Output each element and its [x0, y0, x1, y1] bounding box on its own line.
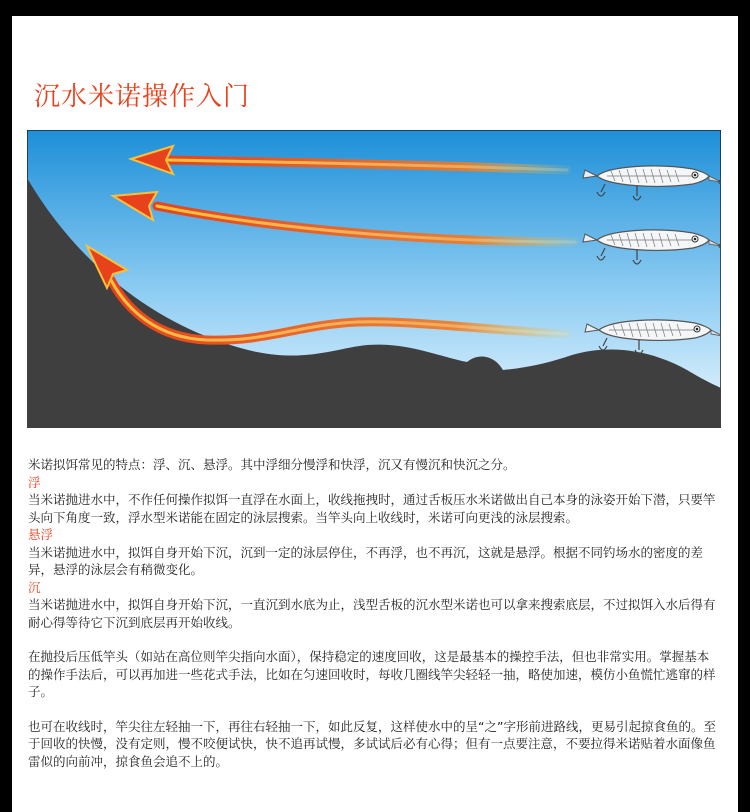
sink-heading: 沉: [28, 579, 41, 595]
intro-paragraph: 米诺拟饵常见的特点：浮、沉、悬浮。其中浮细分慢浮和快浮，沉又有慢沉和快沉之分。: [28, 457, 516, 472]
right-border: [738, 0, 750, 812]
suspend-heading: 悬浮: [28, 527, 54, 542]
float-heading: 浮: [28, 474, 41, 490]
lure-diagram: [27, 130, 721, 428]
float-paragraph: 当米诺抛进水中，不作任何操作拟饵一直浮在水面上，收线拖拽时，通过舌板压水米诺做出自己本身的泳姿开始下潜，只要竿头向下角度一致，浮水型米诺能在固定的泳层搜索。当竿头向上收线时，米诺可向更浅的泳层搜索。: [28, 492, 716, 525]
article-body: [28, 456, 720, 770]
page-title: 沉水米诺操作入门: [34, 82, 251, 112]
left-border: [0, 0, 12, 812]
technique-paragraph-1: 在抛投后压低竿头（如站在高位则竿尖指向水面），保持稳定的速度回收，这是最基本的操控手法，但也非常实用。掌握基本的操作手法后，可以再加进一些花式手法，比如在匀速回收时，每收几圈线竿尖轻轻一抽，略使加速，模仿小鱼慌忙逃窜的样子。: [28, 649, 716, 699]
sink-paragraph: 当米诺抛进水中，拟饵自身开始下沉，一直沉到水底为止，浅型舌板的沉水型米诺也可以拿来搜索底层，不过拟饵入水后得有耐心得等待它下沉到底层再开始收线。: [28, 597, 716, 630]
top-border: [0, 0, 750, 16]
technique-paragraph-2: 也可在收线时，竿尖往左轻抽一下，再往右轻抽一下，如此反复，这样使水中的呈“之”字形前进路线，更易引起掠食鱼的。至于回收的快慢，没有定则，慢不咬便试快，快不追再试慢，多试试后必有心得；但有一点要注意，不要拉得米诺贴着水面像鱼雷似的向前冲，掠食鱼会追不上的。: [28, 718, 716, 769]
suspend-paragraph: 当米诺抛进水中，拟饵自身开始下沉，沉到一定的泳层停住，不再浮，也不再沉，这就是悬浮。根据不同钓场水的密度的差异，悬浮的泳层会有稍微变化。: [28, 544, 704, 577]
